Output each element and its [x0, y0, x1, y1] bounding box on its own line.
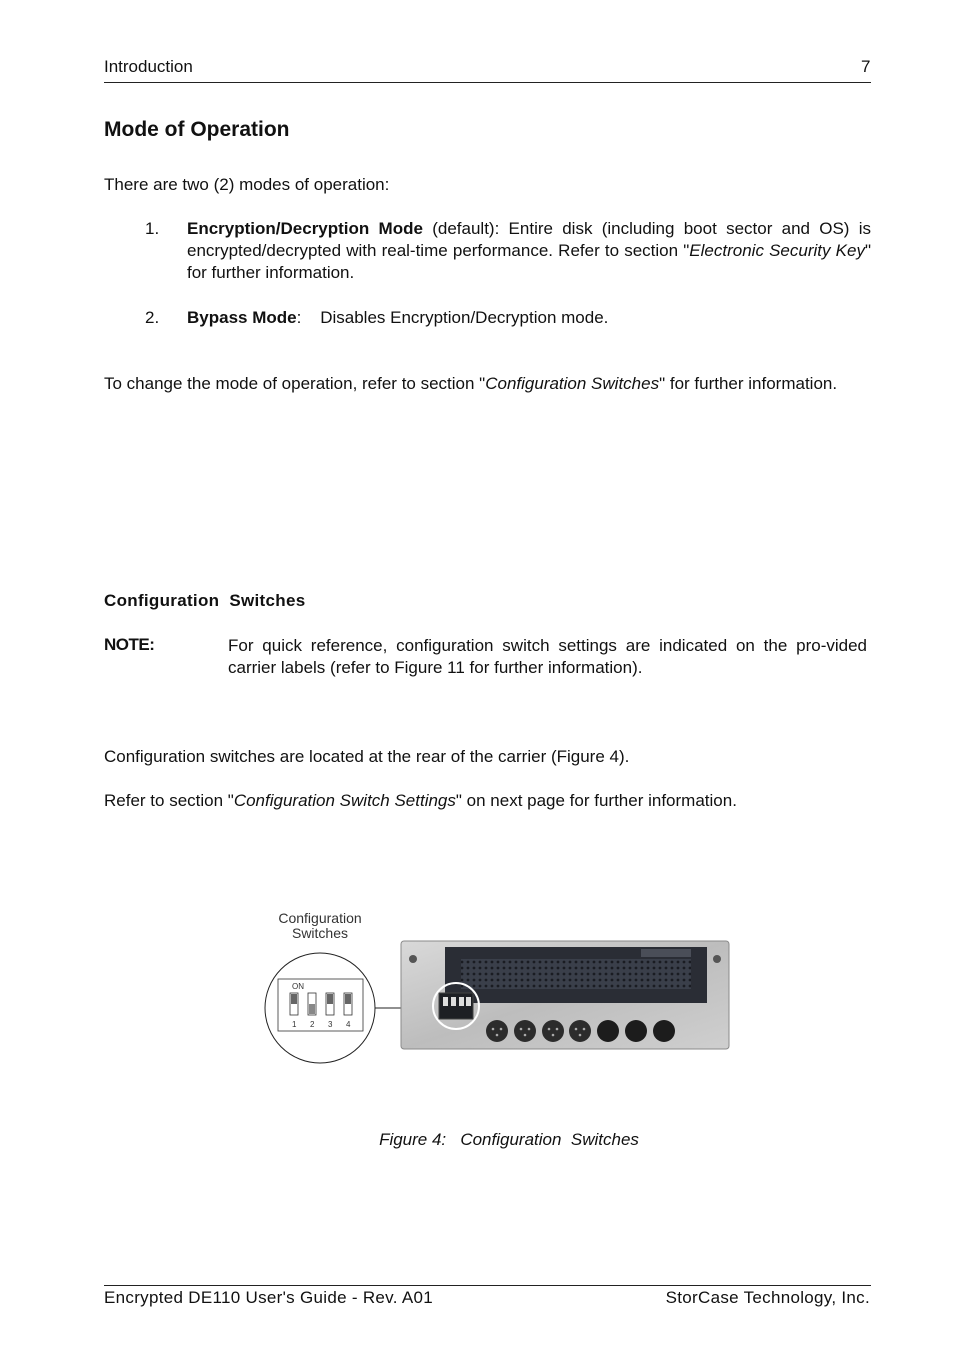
running-header-section: Introduction: [104, 57, 193, 76]
change-mode-reference: Configuration Switches: [485, 374, 660, 393]
page-title: Mode of Operation: [104, 118, 290, 141]
figure-caption: Figure 4: Configuration Switches: [379, 1130, 639, 1149]
note-label: NOTE:: [104, 635, 155, 654]
dip-on-label: ON: [292, 982, 304, 991]
mode-2-number: 2.: [145, 308, 160, 327]
mode-1-description: [187, 218, 871, 284]
location-paragraph: Configuration switches are located at the rear of the carrier (Figure 4).: [104, 747, 630, 766]
mode-2-text: : Disables Encryption/Decryption mode.: [296, 308, 609, 327]
footer-left: Encrypted DE110 User's Guide - Rev. A01: [104, 1288, 433, 1307]
callout-line-2: Switches: [291, 925, 349, 941]
configuration-switches-figure: [255, 935, 745, 1070]
change-mode-paragraph: [104, 373, 871, 395]
callout-line-1: Configuration: [278, 910, 362, 926]
dip-number-4: 4: [346, 1020, 351, 1029]
change-mode-text: To change the mode of operation, refer to section ": [104, 374, 486, 393]
mode-1-name: Encryption/Decryption Mode: [187, 219, 423, 238]
footer-right: StorCase Technology, Inc.: [665, 1288, 870, 1307]
carrier-rear-photo: [401, 941, 729, 1049]
dip-number-3: 3: [328, 1020, 333, 1029]
dip-number-1: 1: [292, 1020, 297, 1029]
mode-1-text-end: " for further information.: [187, 241, 871, 282]
mode-1-number: 1.: [145, 219, 160, 238]
dip-number-2: 2: [310, 1020, 315, 1029]
header-rule: [104, 82, 871, 83]
mode-1-text: (default): Entire disk (including boot sector and OS) is encrypted/decrypted with real-time performance. Refer to section ": [187, 219, 871, 260]
mode-2-name: Bypass Mode: [187, 308, 297, 327]
config-switches-heading: Configuration Switches: [104, 591, 306, 610]
refer-text: Refer to section ": [104, 791, 234, 810]
change-mode-text-end: " for further information.: [659, 374, 838, 393]
intro-paragraph: There are two (2) modes of operation:: [104, 175, 390, 194]
page-number: 7: [861, 57, 871, 76]
footer-rule: [104, 1285, 871, 1286]
refer-text-end: " on next page for further information.: [455, 791, 737, 810]
mode-1-reference: Electronic Security Key: [689, 241, 865, 260]
mode-2-description: [187, 307, 608, 329]
refer-paragraph: [104, 790, 737, 812]
note-text: For quick reference, configuration switch settings are indicated on the pro-vided carrier labels (refer to Figure 11 for further information).: [228, 636, 867, 677]
refer-reference: Configuration Switch Settings: [233, 791, 456, 810]
